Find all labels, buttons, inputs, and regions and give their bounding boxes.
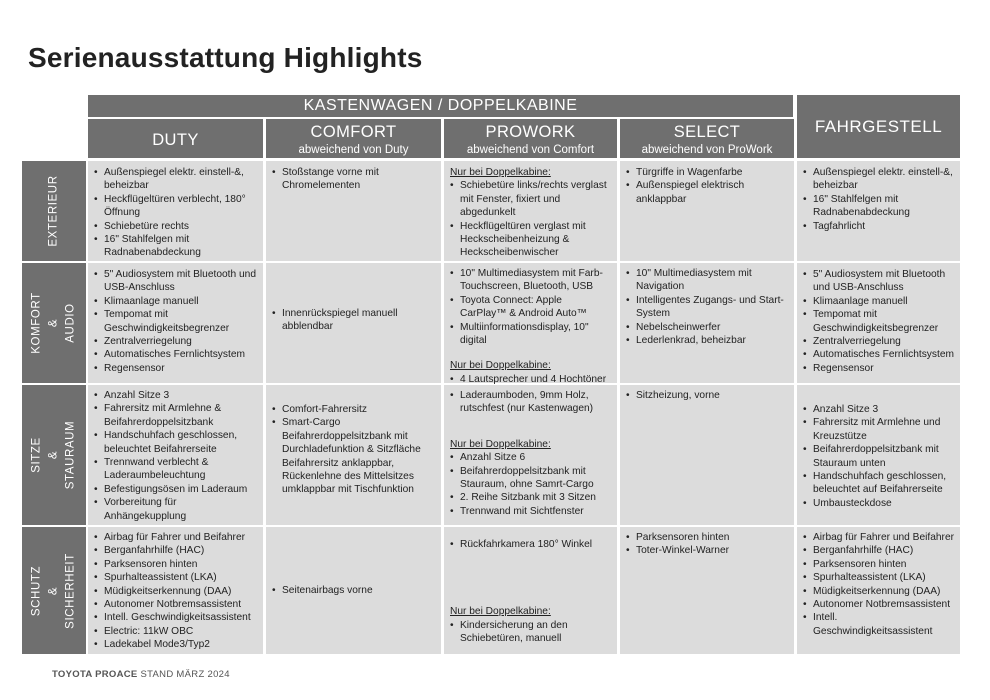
feature-cell [444,385,617,525]
column-header-duty [88,119,263,158]
feature-item: • 2. Reihe Sitzbank mit 3 Sitzen [450,491,611,504]
feature-item: • Intell. Geschwindigkeitsassistent [803,611,954,638]
feature-item: • Smart-Cargo Beifahrerdoppelsitzbank mit Durchladefunktion & Sitzfläche Beifahrersitz anklappbar, Rückenlehne des Mittelsitzes umklappbar mit Tischfunktion [272,416,435,496]
feature-list [272,166,435,193]
feature-list [272,584,435,597]
feature-item: • Seitenairbags vorne [272,584,435,597]
feature-item: • 16" Stahlfelgen mit Radnabenabdeckung [803,193,954,220]
feature-item: • Toter-Winkel-Warner [626,544,788,557]
feature-item: • Fahrersitz mit Armlehne & Beifahrerdoppelsitzbank [94,402,257,429]
footer-brand: TOYOTA PROACE [52,669,138,680]
cell-note: Nur bei Doppelkabine: [450,438,551,450]
column-name: SELECT [673,123,741,141]
row-label-line: SICHERHEIT [64,552,77,629]
feature-cell [620,263,794,383]
feature-item: • 5" Audiosystem mit Bluetooth und USB-Anschluss [803,268,954,295]
row-label-sitze [22,385,86,525]
feature-cell [88,385,263,525]
feature-item: • Befestigungsösen im Laderaum [94,483,257,496]
feature-item: • Intelligentes Zugangs- und Start-System [626,294,788,321]
row-label-text [29,292,80,354]
feature-item: • Handschuhfach geschlossen, beleuchtet auf Beifahrerseite [803,470,954,497]
feature-item: • Nebelscheinwerfer [626,321,788,334]
feature-item: • Tempomat mit Geschwindigkeitsbegrenzer [803,308,954,335]
feature-list [626,166,788,206]
feature-item: • Fahrersitz mit Armlehne und Kreuzstütze [803,416,954,443]
feature-item: • Multiinformationsdisplay, 10" digital [450,321,611,348]
row-label-line: & [47,318,60,328]
feature-item: • Automatisches Fernlichtsystem [94,348,257,361]
footer [52,669,230,680]
feature-item: • Berganfahrhilfe (HAC) [94,544,257,557]
feature-item: • Automatisches Fernlichtsystem [803,348,954,361]
feature-item: • Toyota Connect: Apple CarPlay™ & Android Auto™ [450,294,611,321]
feature-cell [88,527,263,654]
row-label-schutz [22,527,86,654]
row-label-line: KOMFORT [30,292,43,354]
feature-item: • Zentralverriegelung [803,335,954,348]
feature-cell [88,263,263,383]
feature-cell [266,385,441,525]
feature-list [626,389,788,402]
row-label-line: SCHUTZ [30,565,43,616]
feature-item: • Heckflügeltüren verglast mit Heckscheibenheizung & Heckscheibenwischer [450,220,611,260]
feature-cell [797,385,960,525]
feature-item: • Trennwand mit Sichtfenster [450,505,611,518]
feature-list [803,166,954,233]
feature-list [450,179,611,259]
column-subtitle: abweichend von ProWork [641,144,773,156]
column-subtitle: abweichend von Comfort [466,144,595,156]
feature-cell [444,161,617,261]
page-title: Serienausstattung Highlights [28,42,423,73]
feature-item: • Regensensor [94,362,257,375]
feature-cell [444,263,617,383]
feature-item: • Stoßstange vorne mit Chromelementen [272,166,435,193]
feature-item: • Zentralverriegelung [94,335,257,348]
feature-cell [620,527,794,654]
feature-cell [444,527,617,654]
feature-cell [797,161,960,261]
feature-list [94,389,257,523]
row-label-text [46,175,63,246]
feature-list [272,307,435,334]
feature-item: • Spurhalteassistent (LKA) [803,571,954,584]
feature-item: • Tagfahrlicht [803,220,954,233]
column-header-prowork [444,119,617,158]
feature-list [803,403,954,510]
row-label-line: EXTERIEUR [47,175,60,247]
feature-item: • Außenspiegel elektr. einstell-&, beheizbar [94,166,257,193]
feature-item: • 4 Lautsprecher und 4 Hochtöner [450,373,611,386]
feature-item: • Ladekabel Mode3/Typ2 [94,638,257,651]
row-label-line: SITZE [30,437,43,473]
column-header-comfort [266,119,441,158]
feature-item: • Regensensor [803,362,954,375]
feature-item: • Türgriffe in Wagenfarbe [626,166,788,179]
feature-item: • Comfort-Fahrersitz [272,403,435,416]
feature-list [803,531,954,638]
feature-item: • 10" Multimediasystem mit Farb-Touchscreen, Bluetooth, USB [450,267,611,294]
feature-item: • Schiebetüre rechts [94,220,257,233]
feature-item: • Schiebetüre links/rechts verglast mit Fenster, fixiert und abgedunkelt [450,179,611,219]
feature-item: • Laderaumboden, 9mm Holz, rutschfest (nur Kastenwagen) [450,389,611,416]
column-subtitle: abweichend von Duty [298,144,409,156]
feature-cell [620,161,794,261]
feature-list [450,389,611,416]
feature-cell [266,263,441,383]
feature-cell [266,161,441,261]
feature-item: • Müdigkeitserkennung (DAA) [94,585,257,598]
feature-list [94,268,257,375]
footer-stand: STAND MÄRZ 2024 [140,669,230,680]
feature-item: • Heckflügeltüren verblecht, 180° Öffnung [94,193,257,220]
feature-item: • Airbag für Fahrer und Beifahrer [803,531,954,544]
feature-item: • Spurhalteassistent (LKA) [94,571,257,584]
row-label-line: & [47,586,60,595]
feature-cell [797,263,960,383]
feature-list [450,267,611,347]
feature-list [450,451,611,518]
row-label-komfort [22,263,86,383]
feature-item: • Trennwand verblecht & Laderaumbeleuchtung [94,456,257,483]
column-header-select [620,119,794,158]
feature-item: • 5" Audiosystem mit Bluetooth und USB-Anschluss [94,268,257,295]
feature-item: • Handschuhfach geschlossen, beleuchtet Beifahrerseite [94,429,257,456]
feature-item: • Anzahl Sitze 3 [94,389,257,402]
row-label-line: & [47,450,60,460]
feature-item: • Parksensoren hinten [626,531,788,544]
column-name: DUTY [152,131,199,149]
feature-item: • Vorbereitung für Anhängekupplung [94,496,257,523]
feature-list [626,531,788,558]
feature-item: • Kindersicherung an den Schiebetüren, manuell [450,619,611,646]
feature-item: • Anzahl Sitze 6 [450,451,611,464]
row-label-line: STAURAUM [64,420,77,490]
feature-item: • Autonomer Notbremsassistent [94,598,257,611]
feature-item: • 16" Stahlfelgen mit Radnabenabdeckung [94,233,257,260]
cell-note: Nur bei Doppelkabine: [450,606,551,618]
feature-list [450,619,611,646]
feature-item: • Außenspiegel elektr. einstell-&, beheizbar [803,166,954,193]
feature-item: • Airbag für Fahrer und Beifahrer [94,531,257,544]
feature-item: • Klimaanlage manuell [94,295,257,308]
feature-item: • Intell. Geschwindigkeitsassistent [94,611,257,624]
feature-item: • Parksensoren hinten [803,558,954,571]
feature-item: • Electric: 11kW OBC [94,625,257,638]
feature-item: • Beifahrerdoppelsitzbank mit Stauraum, ohne Samrt-Cargo [450,465,611,492]
feature-item: • Umbausteckdose [803,497,954,510]
feature-item: • Müdigkeitserkennung (DAA) [803,585,954,598]
feature-list [94,166,257,260]
feature-item: • Innenrückspiegel manuell abblendbar [272,307,435,334]
feature-item: • Autonomer Notbremsassistent [803,598,954,611]
feature-cell [266,527,441,654]
feature-item: • Klimaanlage manuell [803,295,954,308]
feature-list [626,267,788,347]
feature-item: • Tempomat mit Geschwindigkeitsbegrenzer [94,308,257,335]
row-label-text [29,553,80,629]
fahrgestell-header: FAHRGESTELL [797,95,960,158]
row-label-line: AUDIO [64,303,77,343]
feature-cell [88,161,263,261]
feature-item: • Parksensoren hinten [94,558,257,571]
feature-item: • Berganfahrhilfe (HAC) [803,544,954,557]
feature-item: • Rückfahrkamera 180° Winkel [450,538,611,551]
feature-list [450,538,611,551]
row-label-exterieur [22,161,86,261]
feature-list [94,531,257,652]
cell-note: Nur bei Doppelkabine: [450,167,551,178]
column-name: COMFORT [310,123,397,141]
feature-item: • Anzahl Sitze 3 [803,403,954,416]
feature-list [272,403,435,497]
feature-list [803,268,954,375]
column-name: PROWORK [485,123,576,141]
feature-item: • Außenspiegel elektrisch anklappbar [626,179,788,206]
feature-item: • Sitzheizung, vorne [626,389,788,402]
row-label-text [29,421,80,489]
feature-cell [797,527,960,654]
feature-item: • Beifahrerdoppelsitzbank mit Stauraum unten [803,443,954,470]
feature-cell [620,385,794,525]
feature-item: • Lederlenkrad, beheizbar [626,334,788,347]
group-header: KASTENWAGEN / DOPPELKABINE [88,95,793,117]
feature-item: • 10" Multimediasystem mit Navigation [626,267,788,294]
cell-note: Nur bei Doppelkabine: [450,360,551,372]
